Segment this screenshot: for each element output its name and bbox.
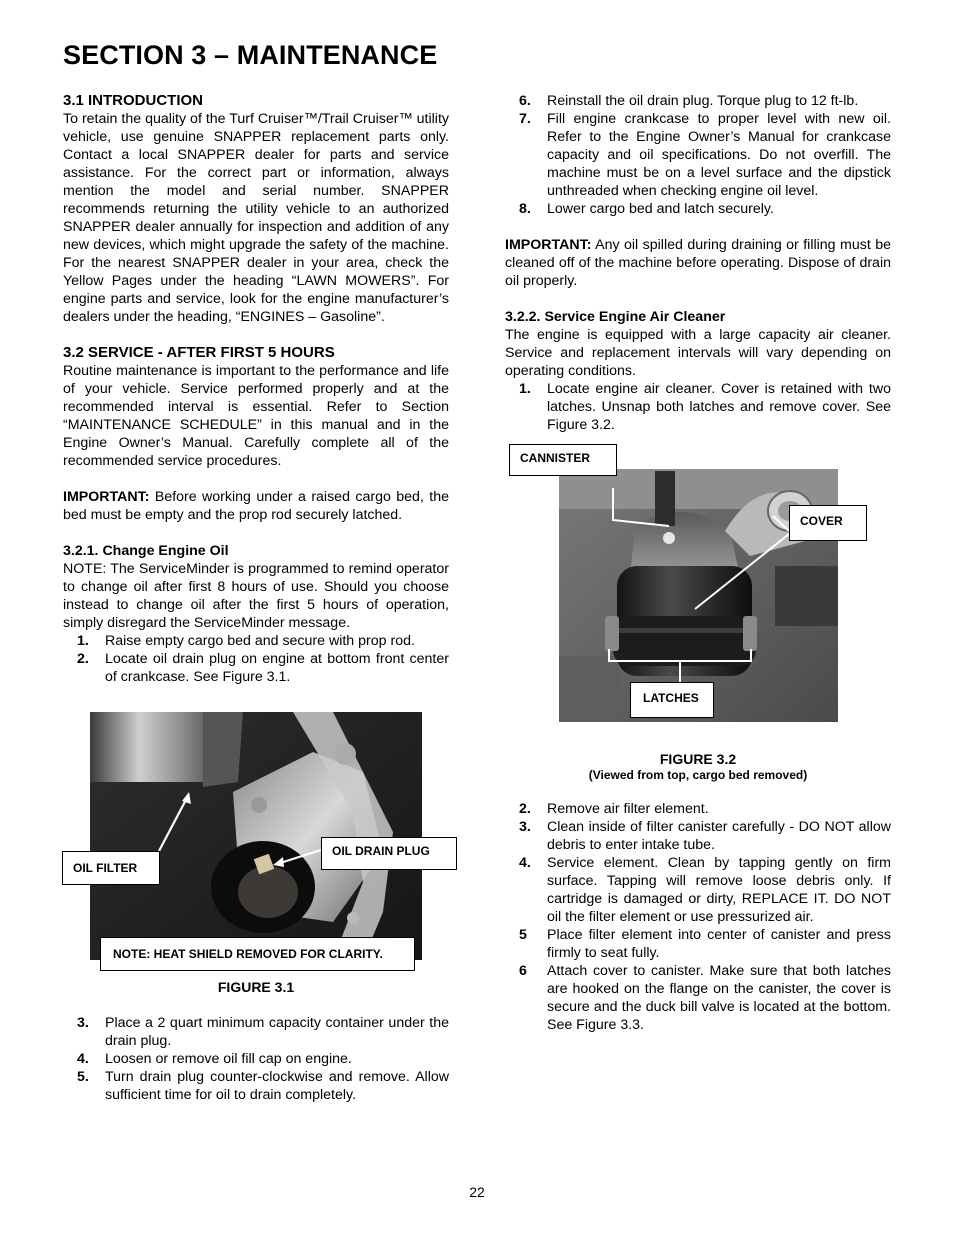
- label-latches: LATCHES: [630, 682, 714, 718]
- step-number: 5.: [77, 1069, 89, 1085]
- step-number: 6: [519, 963, 527, 979]
- list-item: [505, 962, 891, 1034]
- important-text: Any oil spilled during draining or filling must be cleaned off of the machine before operating. Dispose of drain oil properly.: [505, 237, 891, 289]
- figure-3-2-caption: FIGURE 3.2: [659, 751, 737, 767]
- step-text: Locate engine air cleaner. Cover is retained with two latches. Unsnap both latches and remove cover. See Figure 3.2.: [547, 381, 891, 433]
- step-text: Reinstall the oil drain plug. Torque plug to 12 ft-lb.: [547, 93, 859, 109]
- step-text: Lower cargo bed and latch securely.: [547, 201, 774, 217]
- list-item: [63, 650, 449, 686]
- step-text: Remove air filter element.: [547, 801, 709, 817]
- step-text: Place a 2 quart minimum capacity container under the drain plug.: [105, 1015, 449, 1049]
- step-text: Attach cover to canister. Make sure that both latches are hooked on the flange on the canister, the cover is secure and the duck bill valve is located at the bottom. See Figure 3.3.: [547, 963, 891, 1033]
- list-item: [505, 854, 891, 926]
- step-number: 1.: [519, 381, 531, 397]
- list-item: [505, 110, 891, 200]
- step-number: 3.: [519, 819, 531, 835]
- serviceminder-note: NOTE: The ServiceMinder is programmed to remind operator to change oil after first 8 hours of use. Should you choose instead to change oil after the first 5 hours of operation, simply disregard the ServiceMinder message.: [63, 561, 449, 631]
- step-text: Raise empty cargo bed and secure with prop rod.: [105, 633, 415, 649]
- list-item: [505, 92, 891, 110]
- oil-steps-1-2: [63, 632, 449, 686]
- step-text: Locate oil drain plug on engine at bottom front center of crankcase. See Figure 3.1.: [105, 651, 449, 685]
- list-item: [63, 1068, 449, 1104]
- section-3-2-body: Routine maintenance is important to the performance and life of your vehicle. Service performed properly and at the recommended interval is essential. Refer to Section “MAINTENANCE SCHEDULE” in this manual and in the Engine Owner’s Manual. Carefully complete all of the recommended service procedures.: [63, 363, 449, 469]
- callout-leader-lines: [63, 712, 449, 960]
- step-number: 1.: [77, 633, 89, 649]
- section-3-2-heading: 3.2 SERVICE - AFTER FIRST 5 HOURS: [63, 344, 335, 361]
- important-label: IMPORTANT:: [505, 237, 592, 253]
- step-text: Turn drain plug counter-clockwise and remove. Allow sufficient time for oil to drain completely.: [105, 1069, 449, 1103]
- page-number: 22: [469, 1184, 485, 1200]
- figure-3-1: [63, 712, 449, 960]
- label-cover: COVER: [789, 505, 867, 541]
- step-number: 4.: [77, 1051, 89, 1067]
- list-item: [63, 632, 449, 650]
- step-number: 3.: [77, 1015, 89, 1031]
- figure-3-2: [505, 451, 891, 734]
- list-item: [505, 380, 891, 434]
- section-3-1-heading: 3.1 INTRODUCTION: [63, 92, 204, 109]
- important-label: IMPORTANT:: [63, 489, 150, 505]
- step-text: Loosen or remove oil fill cap on engine.: [105, 1051, 352, 1067]
- label-heat-shield-note: NOTE: HEAT SHIELD REMOVED FOR CLARITY.: [100, 937, 415, 971]
- step-text: Clean inside of filter canister carefully - DO NOT allow debris to enter intake tube.: [547, 819, 891, 853]
- air-cleaner-steps-2-6: [505, 800, 891, 1034]
- oil-steps-6-8: [505, 92, 891, 218]
- section-3-2-2-heading: 3.2.2. Service Engine Air Cleaner: [505, 309, 726, 325]
- step-number: 8.: [519, 201, 531, 217]
- label-oil-filter: OIL FILTER: [62, 851, 160, 885]
- figure-3-2-subcaption: (Viewed from top, cargo bed removed): [588, 768, 808, 782]
- important-note-raised-bed: [63, 488, 449, 524]
- label-canister: CANNISTER: [509, 444, 617, 476]
- section-3-2-2-body: The engine is equipped with a large capacity air cleaner. Service and replacement intervals will vary depending on operating conditions.: [505, 327, 891, 379]
- list-item: [63, 1050, 449, 1068]
- important-text: Before working under a raised cargo bed, the bed must be empty and the prop rod securely latched.: [63, 489, 449, 523]
- right-column: [505, 92, 891, 1034]
- step-number: 2.: [77, 651, 89, 667]
- section-3-2-1-heading: 3.2.1. Change Engine Oil: [63, 543, 229, 559]
- section-3-1-body: To retain the quality of the Turf Cruiser™/Trail Cruiser™ utility vehicle, use genuine SNAPPER replacement parts only. Contact a local SNAPPER dealer for parts and service assistance. For the correct part or information, always mention the model and serial number. SNAPPER recommends returning the utility vehicle to an authorized SNAPPER dealer annually for inspection and addition of any new devices, which might upgrade the safety of the machine. For the nearest SNAPPER dealer in your area, check the Yellow Pages under the heading “LAWN MOWERS”. For engine parts and service, look for the engine manufacturer’s dealers under the heading, “ENGINES – Gasoline”.: [63, 111, 449, 325]
- important-note-spilled-oil: [505, 236, 891, 290]
- step-number: 6.: [519, 93, 531, 109]
- list-item: [505, 200, 891, 218]
- step-number: 5: [519, 927, 527, 943]
- figure-3-1-caption: FIGURE 3.1: [217, 979, 295, 995]
- label-oil-drain-plug: OIL DRAIN PLUG: [321, 837, 457, 870]
- oil-steps-3-5: [63, 1014, 449, 1104]
- step-number: 4.: [519, 855, 531, 871]
- step-text: Place filter element into center of canister and press firmly to seat fully.: [547, 927, 891, 961]
- air-cleaner-step-1: [505, 380, 891, 434]
- step-number: 7.: [519, 111, 531, 127]
- list-item: [505, 800, 891, 818]
- list-item: [505, 818, 891, 854]
- list-item: [63, 1014, 449, 1050]
- list-item: [505, 926, 891, 962]
- left-column: [63, 92, 449, 1104]
- step-number: 2.: [519, 801, 531, 817]
- page-title: SECTION 3 – MAINTENANCE: [63, 40, 438, 70]
- step-text: Service element. Clean by tapping gently on firm surface. Tapping will remove loose debris only. If cartridge is damaged or dirty, REPLACE IT. DO NOT oil the filter element or use pressurized air.: [547, 855, 891, 925]
- step-text: Fill engine crankcase to proper level with new oil. Refer to the Engine Owner’s Manual for crankcase capacity and oil specifications. Do not overfill. The machine must be on a level surface and the dipstick unthreaded when checking engine oil level.: [547, 111, 891, 199]
